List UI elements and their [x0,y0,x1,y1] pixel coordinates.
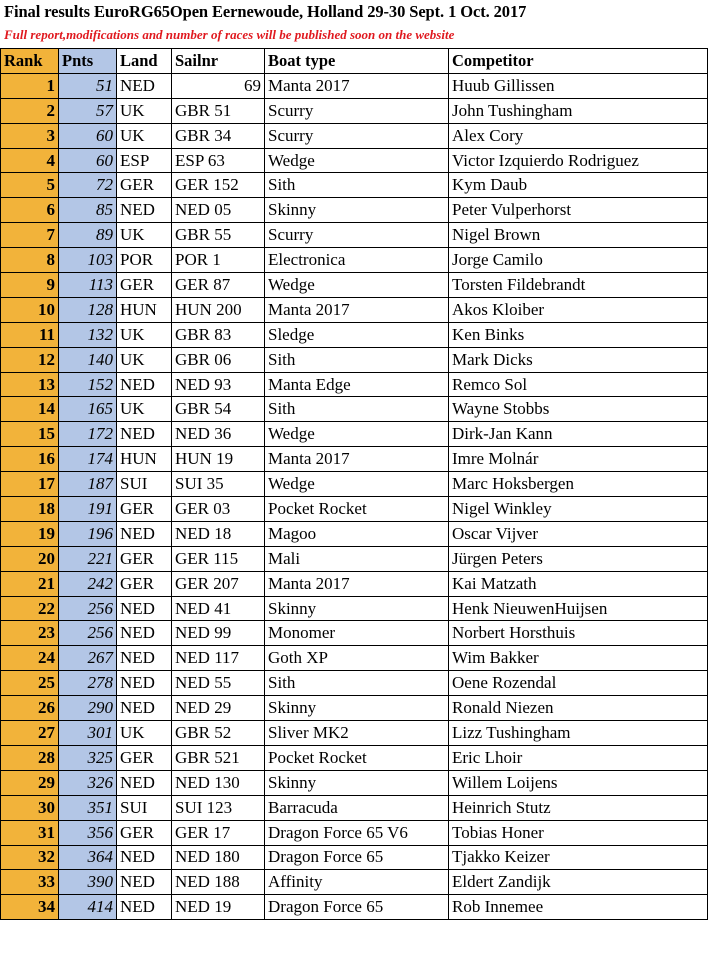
points-cell: 278 [59,671,117,696]
points-cell: 72 [59,173,117,198]
column-header-competitor: Competitor [449,49,708,74]
sailnr-cell: GER 152 [172,173,265,198]
land-cell: NED [117,671,172,696]
boat-type-cell: Wedge [265,148,449,173]
rank-cell: 1 [1,73,59,98]
sailnr-cell: NED 55 [172,671,265,696]
table-row [1,397,708,422]
competitor-cell: Heinrich Stutz [449,795,708,820]
sailnr-cell: GER 17 [172,820,265,845]
table-row [1,745,708,770]
boat-type-cell: Wedge [265,273,449,298]
sailnr-cell: NED 188 [172,870,265,895]
points-cell: 191 [59,497,117,522]
rank-cell: 15 [1,422,59,447]
column-header-pnts: Pnts [59,49,117,74]
points-cell: 172 [59,422,117,447]
competitor-cell: Torsten Fildebrandt [449,273,708,298]
table-row [1,845,708,870]
land-cell: NED [117,596,172,621]
competitor-cell: Dirk-Jan Kann [449,422,708,447]
boat-type-cell: Sledge [265,322,449,347]
boat-type-cell: Barracuda [265,795,449,820]
points-cell: 103 [59,248,117,273]
table-row [1,248,708,273]
land-cell: GER [117,273,172,298]
table-row [1,546,708,571]
land-cell: NED [117,73,172,98]
sailnr-cell: NED 130 [172,770,265,795]
land-cell: UK [117,223,172,248]
points-cell: 351 [59,795,117,820]
rank-cell: 3 [1,123,59,148]
competitor-cell: Oscar Vijver [449,521,708,546]
land-cell: HUN [117,297,172,322]
rank-cell: 27 [1,721,59,746]
land-cell: UK [117,347,172,372]
boat-type-cell: Scurry [265,223,449,248]
points-cell: 325 [59,745,117,770]
rank-cell: 25 [1,671,59,696]
boat-type-cell: Electronica [265,248,449,273]
points-cell: 356 [59,820,117,845]
table-row [1,347,708,372]
rank-cell: 22 [1,596,59,621]
column-header-rank: Rank [1,49,59,74]
competitor-cell: Eldert Zandijk [449,870,708,895]
points-cell: 140 [59,347,117,372]
competitor-cell: Wim Bakker [449,646,708,671]
land-cell: ESP [117,148,172,173]
points-cell: 364 [59,845,117,870]
rank-cell: 20 [1,546,59,571]
points-cell: 60 [59,148,117,173]
points-cell: 60 [59,123,117,148]
boat-type-cell: Monomer [265,621,449,646]
points-cell: 85 [59,198,117,223]
land-cell: UK [117,322,172,347]
table-row [1,770,708,795]
table-row [1,173,708,198]
table-row [1,73,708,98]
points-cell: 128 [59,297,117,322]
sailnr-cell: GBR 55 [172,223,265,248]
competitor-cell: Tobias Honer [449,820,708,845]
table-row [1,472,708,497]
boat-type-cell: Pocket Rocket [265,497,449,522]
column-header-land: Land [117,49,172,74]
boat-type-cell: Manta 2017 [265,447,449,472]
boat-type-cell: Skinny [265,770,449,795]
boat-type-cell: Sith [265,397,449,422]
sailnr-cell: GBR 51 [172,98,265,123]
sailnr-cell: NED 117 [172,646,265,671]
boat-type-cell: Scurry [265,98,449,123]
competitor-cell: Norbert Horsthuis [449,621,708,646]
land-cell: UK [117,721,172,746]
sailnr-cell: NED 41 [172,596,265,621]
points-cell: 165 [59,397,117,422]
points-cell: 326 [59,770,117,795]
land-cell: POR [117,248,172,273]
sailnr-cell: ESP 63 [172,148,265,173]
competitor-cell: Alex Cory [449,123,708,148]
sailnr-cell: GER 03 [172,497,265,522]
land-cell: NED [117,895,172,920]
boat-type-cell: Scurry [265,123,449,148]
rank-cell: 30 [1,795,59,820]
points-cell: 152 [59,372,117,397]
boat-type-cell: Dragon Force 65 V6 [265,820,449,845]
rank-cell: 10 [1,297,59,322]
land-cell: NED [117,198,172,223]
sailnr-cell: NED 29 [172,696,265,721]
competitor-cell: Ken Binks [449,322,708,347]
boat-type-cell: Skinny [265,198,449,223]
boat-type-cell: Goth XP [265,646,449,671]
rank-cell: 5 [1,173,59,198]
sailnr-cell: GBR 54 [172,397,265,422]
rank-cell: 17 [1,472,59,497]
rank-cell: 31 [1,820,59,845]
rank-cell: 19 [1,521,59,546]
competitor-cell: Imre Molnár [449,447,708,472]
table-row [1,696,708,721]
boat-type-cell: Sith [265,347,449,372]
points-cell: 301 [59,721,117,746]
boat-type-cell: Sliver MK2 [265,721,449,746]
competitor-cell: Rob Innemee [449,895,708,920]
sailnr-cell: GBR 34 [172,123,265,148]
rank-cell: 12 [1,347,59,372]
points-cell: 57 [59,98,117,123]
competitor-cell: Nigel Brown [449,223,708,248]
points-cell: 242 [59,571,117,596]
land-cell: SUI [117,795,172,820]
points-cell: 414 [59,895,117,920]
competitor-cell: Akos Kloiber [449,297,708,322]
sailnr-cell: GER 115 [172,546,265,571]
competitor-cell: Kai Matzath [449,571,708,596]
table-row [1,422,708,447]
land-cell: NED [117,870,172,895]
land-cell: GER [117,820,172,845]
rank-cell: 33 [1,870,59,895]
land-cell: SUI [117,472,172,497]
boat-type-cell: Magoo [265,521,449,546]
land-cell: UK [117,123,172,148]
points-cell: 221 [59,546,117,571]
points-cell: 290 [59,696,117,721]
land-cell: GER [117,745,172,770]
sailnr-cell: HUN 19 [172,447,265,472]
sailnr-cell: NED 180 [172,845,265,870]
land-cell: UK [117,397,172,422]
rank-cell: 26 [1,696,59,721]
rank-cell: 2 [1,98,59,123]
results-table [0,48,708,920]
points-cell: 256 [59,596,117,621]
sailnr-cell: NED 18 [172,521,265,546]
rank-cell: 8 [1,248,59,273]
rank-cell: 7 [1,223,59,248]
competitor-cell: Mark Dicks [449,347,708,372]
points-cell: 174 [59,447,117,472]
table-row [1,721,708,746]
boat-type-cell: Wedge [265,422,449,447]
table-row [1,870,708,895]
points-cell: 187 [59,472,117,497]
sailnr-cell: GBR 521 [172,745,265,770]
table-row [1,521,708,546]
sailnr-cell: GBR 06 [172,347,265,372]
rank-cell: 18 [1,497,59,522]
sailnr-cell: 69 [172,73,265,98]
points-cell: 89 [59,223,117,248]
table-row [1,98,708,123]
table-row [1,123,708,148]
sailnr-cell: GER 87 [172,273,265,298]
rank-cell: 34 [1,895,59,920]
table-row [1,372,708,397]
sailnr-cell: NED 93 [172,372,265,397]
boat-type-cell: Mali [265,546,449,571]
competitor-cell: Eric Lhoir [449,745,708,770]
rank-cell: 32 [1,845,59,870]
rank-cell: 9 [1,273,59,298]
rank-cell: 21 [1,571,59,596]
column-header-sailnr: Sailnr [172,49,265,74]
land-cell: GER [117,173,172,198]
table-row [1,497,708,522]
table-row [1,795,708,820]
sailnr-cell: HUN 200 [172,297,265,322]
boat-type-cell: Sith [265,173,449,198]
points-cell: 132 [59,322,117,347]
rank-cell: 11 [1,322,59,347]
sailnr-cell: SUI 35 [172,472,265,497]
table-row [1,820,708,845]
competitor-cell: Jorge Camilo [449,248,708,273]
sailnr-cell: GBR 52 [172,721,265,746]
land-cell: NED [117,621,172,646]
sailnr-cell: POR 1 [172,248,265,273]
land-cell: NED [117,845,172,870]
sailnr-cell: NED 05 [172,198,265,223]
land-cell: HUN [117,447,172,472]
boat-type-cell: Manta 2017 [265,73,449,98]
competitor-cell: Henk NieuwenHuijsen [449,596,708,621]
land-cell: NED [117,696,172,721]
rank-cell: 4 [1,148,59,173]
competitor-cell: Oene Rozendal [449,671,708,696]
sailnr-cell: GER 207 [172,571,265,596]
competitor-cell: Remco Sol [449,372,708,397]
points-cell: 267 [59,646,117,671]
competitor-cell: Willem Loijens [449,770,708,795]
table-row [1,223,708,248]
table-row [1,621,708,646]
land-cell: NED [117,770,172,795]
sailnr-cell: NED 36 [172,422,265,447]
competitor-cell: Peter Vulperhorst [449,198,708,223]
boat-type-cell: Skinny [265,696,449,721]
land-cell: NED [117,422,172,447]
rank-cell: 13 [1,372,59,397]
table-row [1,895,708,920]
land-cell: NED [117,372,172,397]
table-row [1,273,708,298]
points-cell: 196 [59,521,117,546]
competitor-cell: Jürgen Peters [449,546,708,571]
boat-type-cell: Affinity [265,870,449,895]
points-cell: 51 [59,73,117,98]
competitor-cell: Marc Hoksbergen [449,472,708,497]
rank-cell: 14 [1,397,59,422]
competitor-cell: Tjakko Keizer [449,845,708,870]
rank-cell: 24 [1,646,59,671]
sailnr-cell: NED 99 [172,621,265,646]
page-title: Final results EuroRG65Open Eernewoude, Holland 29-30 Sept. 1 Oct. 2017 [4,2,527,21]
boat-type-cell: Manta 2017 [265,571,449,596]
boat-type-cell: Manta Edge [265,372,449,397]
table-row [1,447,708,472]
sailnr-cell: SUI 123 [172,795,265,820]
rank-cell: 28 [1,745,59,770]
table-row [1,322,708,347]
rank-cell: 6 [1,198,59,223]
sailnr-cell: NED 19 [172,895,265,920]
boat-type-cell: Manta 2017 [265,297,449,322]
land-cell: GER [117,571,172,596]
table-row [1,596,708,621]
table-row [1,148,708,173]
points-cell: 113 [59,273,117,298]
table-header-row [1,49,708,74]
boat-type-cell: Pocket Rocket [265,745,449,770]
land-cell: NED [117,521,172,546]
boat-type-cell: Sith [265,671,449,696]
page-subtitle: Full report,modifications and number of races will be published soon on the website [4,27,455,42]
competitor-cell: Nigel Winkley [449,497,708,522]
table-row [1,646,708,671]
rank-cell: 29 [1,770,59,795]
competitor-cell: Wayne Stobbs [449,397,708,422]
rank-cell: 16 [1,447,59,472]
competitor-cell: Huub Gillissen [449,73,708,98]
sailnr-cell: GBR 83 [172,322,265,347]
land-cell: UK [117,98,172,123]
competitor-cell: John Tushingham [449,98,708,123]
boat-type-cell: Wedge [265,472,449,497]
land-cell: GER [117,546,172,571]
boat-type-cell: Dragon Force 65 [265,895,449,920]
competitor-cell: Lizz Tushingham [449,721,708,746]
boat-type-cell: Dragon Force 65 [265,845,449,870]
points-cell: 256 [59,621,117,646]
table-row [1,198,708,223]
points-cell: 390 [59,870,117,895]
column-header-boat-type: Boat type [265,49,449,74]
land-cell: NED [117,646,172,671]
table-row [1,571,708,596]
table-row [1,297,708,322]
boat-type-cell: Skinny [265,596,449,621]
land-cell: GER [117,497,172,522]
table-row [1,671,708,696]
competitor-cell: Victor Izquierdo Rodriguez [449,148,708,173]
competitor-cell: Ronald Niezen [449,696,708,721]
rank-cell: 23 [1,621,59,646]
competitor-cell: Kym Daub [449,173,708,198]
